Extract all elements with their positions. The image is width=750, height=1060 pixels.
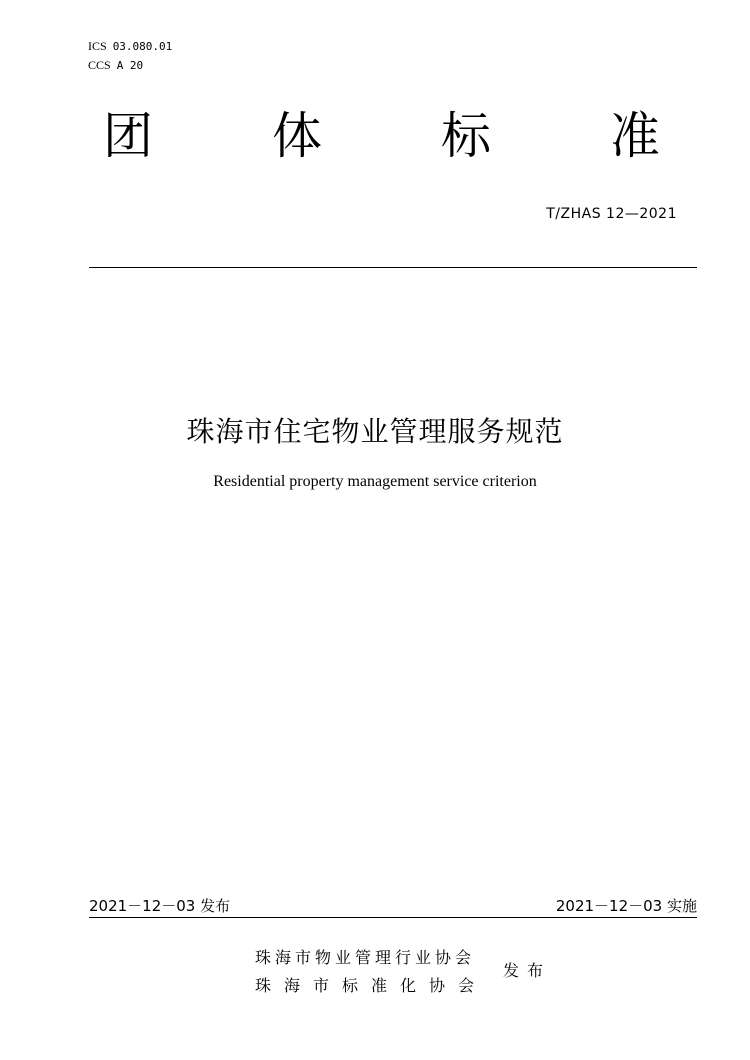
publish-date: 2021－12－03 发布 xyxy=(89,897,231,915)
classification-codes xyxy=(88,37,172,75)
ccs-line xyxy=(88,56,172,75)
doc-type-char-3: 标 xyxy=(441,107,491,165)
standard-number: T/ZHAS 12—2021 xyxy=(546,206,677,222)
ccs-label: CCS xyxy=(88,58,111,72)
ics-value: 03.080.01 xyxy=(112,40,173,53)
doc-type-char-4: 准 xyxy=(610,107,660,165)
ccs-value: A 20 xyxy=(116,59,144,72)
publisher-list xyxy=(255,944,487,1000)
title-chinese: 珠海市住宅物业管理服务规范 xyxy=(186,415,564,448)
top-divider xyxy=(89,267,697,268)
publisher-1: 珠海市物业管理行业协会 xyxy=(255,948,476,967)
ics-label: ICS xyxy=(88,39,107,53)
document-type-title xyxy=(0,108,750,168)
bottom-divider xyxy=(89,917,697,918)
doc-type-char-1: 团 xyxy=(103,107,153,165)
ics-line xyxy=(88,37,172,56)
doc-type-char-2: 体 xyxy=(272,107,322,165)
implement-date: 2021－12－03 实施 xyxy=(555,897,697,915)
publisher-2: 珠海市标准化协会 xyxy=(255,976,488,995)
title-english: Residential property management service criterion xyxy=(213,473,537,490)
publish-suffix: 发布 xyxy=(503,961,552,980)
